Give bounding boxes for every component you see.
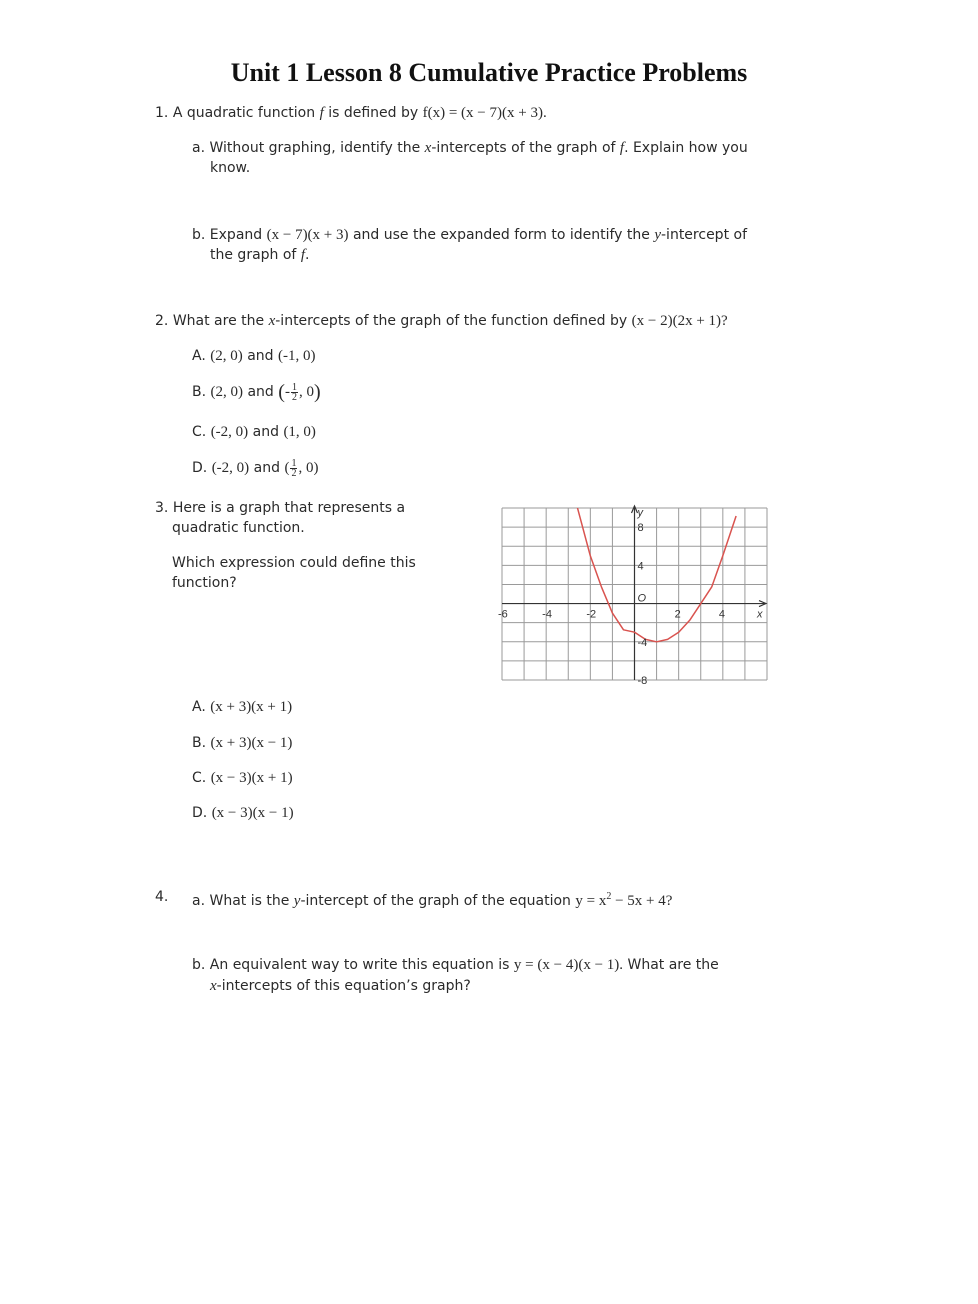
q3-option-c[interactable] [192, 768, 293, 788]
q4a-label: a. [192, 893, 206, 909]
y-tick-label: 4 [637, 560, 644, 573]
y-tick-label: -8 [637, 675, 648, 687]
q4b-label: b. [192, 957, 206, 973]
option-expression: (x − 3)(x + 1) [210, 770, 293, 786]
option-expression: (x − 3)(x − 1) [211, 805, 294, 821]
graph-axes [502, 506, 766, 680]
fraction-numerator: 1 [291, 457, 297, 469]
equation-left: y = x [575, 893, 607, 909]
q1a-x-variable: x [424, 140, 432, 156]
x-tick-label: -2 [586, 608, 597, 621]
option-point-1: (-2, 0) [210, 424, 249, 440]
fraction-denominator: 2 [291, 391, 297, 403]
option-point-1: (2, 0) [210, 348, 243, 364]
fraction [290, 459, 297, 478]
q4a-prompt [192, 887, 672, 911]
q3-prompt-line1 [155, 498, 405, 518]
option-sign: - [284, 384, 290, 400]
x-tick-label: -4 [542, 608, 552, 621]
q3-number: 3. [155, 500, 169, 516]
close-paren: ) [313, 381, 321, 403]
q2-expression: (x − 2)(2x + 1)? [631, 313, 728, 329]
y-axis-label: y [637, 507, 643, 519]
quadratic-graph [495, 500, 775, 688]
q2-text: What are the [172, 313, 265, 329]
q4b-text: An equivalent way to write this equation is [209, 957, 510, 973]
option-conjunction: and [247, 384, 274, 400]
q1b-prompt-line2 [210, 245, 309, 265]
q3-option-d[interactable] [192, 803, 294, 823]
q4a-y-variable: y [293, 893, 301, 909]
q2-number: 2. [155, 313, 169, 329]
q1a-text-2: -intercepts of the graph of [431, 140, 616, 156]
q1-function-name: f [319, 105, 324, 121]
q3-text: Here is a graph that represents a [172, 500, 406, 516]
option-expression: (x + 3)(x + 1) [210, 699, 293, 715]
q1b-function-name: f [300, 247, 305, 263]
q3-question-line1: Which expression could define this [172, 555, 416, 571]
q2-option-b[interactable] [192, 382, 321, 402]
q4b-prompt-line2 [210, 976, 471, 996]
option-point-2: (1, 0) [283, 424, 316, 440]
q4b-text-2: What are the [627, 957, 719, 973]
q1a-function-name: f [619, 140, 625, 156]
q1-intro-text: A quadratic function [172, 105, 316, 121]
q2-x-variable: x [268, 313, 276, 329]
q1b-text: Expand [209, 227, 263, 243]
option-label: B. [192, 735, 207, 751]
q1b-y-variable: y [654, 227, 661, 243]
q1a-text-3: . Explain how you [624, 140, 748, 156]
q4b-prompt [192, 955, 719, 975]
option-label: D. [192, 460, 208, 476]
q1a-prompt-line2: know. [210, 160, 251, 176]
open-paren: ( [284, 460, 290, 476]
q1b-text-2: and use the expanded form to identify the [352, 227, 650, 243]
equation-exponent: 2 [606, 891, 612, 902]
q1a-label: a. [192, 140, 206, 156]
q1-prompt [155, 103, 547, 123]
q4a-text: What is the [209, 893, 290, 909]
q1-intro-text-2: is defined by [328, 105, 419, 121]
fraction-denominator: 2 [291, 467, 297, 479]
option-conjunction: and [252, 424, 279, 440]
option-expression: (x + 3)(x − 1) [210, 735, 293, 751]
option-point-2: (-1, 0) [277, 348, 316, 364]
option-conjunction: and [247, 348, 274, 364]
option-label: A. [192, 348, 206, 364]
q4-number: 4. [155, 889, 169, 905]
q1-number: 1. [155, 105, 169, 121]
q3-prompt-line2: quadratic function. [172, 520, 305, 536]
q1a-text: Without graphing, identify the [209, 140, 421, 156]
x-tick-label: 4 [718, 608, 725, 621]
q3-question-line2: function? [172, 575, 237, 591]
option-tail: , 0) [298, 460, 319, 476]
q4a-text-2: -intercept of the graph of the equation [300, 893, 571, 909]
option-conjunction: and [253, 460, 280, 476]
q3-option-b[interactable] [192, 733, 292, 753]
equation-right: − 5x + 4? [615, 893, 673, 909]
page-title: Unit 1 Lesson 8 Cumulative Practice Problems [230, 58, 748, 87]
q2-option-a[interactable] [192, 346, 315, 366]
q1a-prompt [192, 138, 748, 158]
q2-option-d[interactable] [192, 458, 318, 478]
fraction-numerator: 1 [291, 381, 297, 393]
q1b-text-3: -intercept of [661, 227, 747, 243]
q1b-text-5: . [304, 247, 310, 263]
q2-prompt [155, 311, 728, 331]
q1b-label: b. [192, 227, 206, 243]
q4b-text-3: -intercepts of this equation’s graph? [216, 978, 471, 994]
q4b-equation: y = (x − 4)(x − 1). [513, 957, 624, 973]
y-tick-label: 8 [637, 522, 644, 535]
q1b-text-4: the graph of [210, 247, 297, 263]
open-paren: ( [278, 381, 285, 403]
option-label: C. [192, 424, 207, 440]
q1b-expression: (x − 7)(x + 3) [266, 227, 349, 243]
q2-option-c[interactable] [192, 422, 316, 442]
q4b-x-variable: x [210, 978, 217, 994]
q4a-equation [575, 893, 672, 909]
y-tick-label: -4 [637, 636, 648, 649]
option-label: A. [192, 699, 206, 715]
x-tick-label: -6 [498, 608, 508, 621]
q2-text-2: -intercepts of the graph of the function defined by [275, 313, 628, 329]
q1b-prompt [192, 225, 747, 245]
option-label: B. [192, 384, 207, 400]
q3-option-a[interactable] [192, 697, 292, 717]
q1-function-definition: f(x) = (x − 7)(x + 3). [422, 105, 547, 121]
fraction [291, 383, 298, 402]
x-axis-label: x [757, 608, 763, 621]
option-point-1: (2, 0) [210, 384, 244, 400]
option-label: C. [192, 770, 207, 786]
option-label: D. [192, 805, 208, 821]
option-tail: , 0 [298, 384, 314, 400]
origin-label: O [637, 592, 647, 605]
x-tick-label: 2 [674, 608, 681, 621]
option-point-1: (-2, 0) [211, 460, 250, 476]
